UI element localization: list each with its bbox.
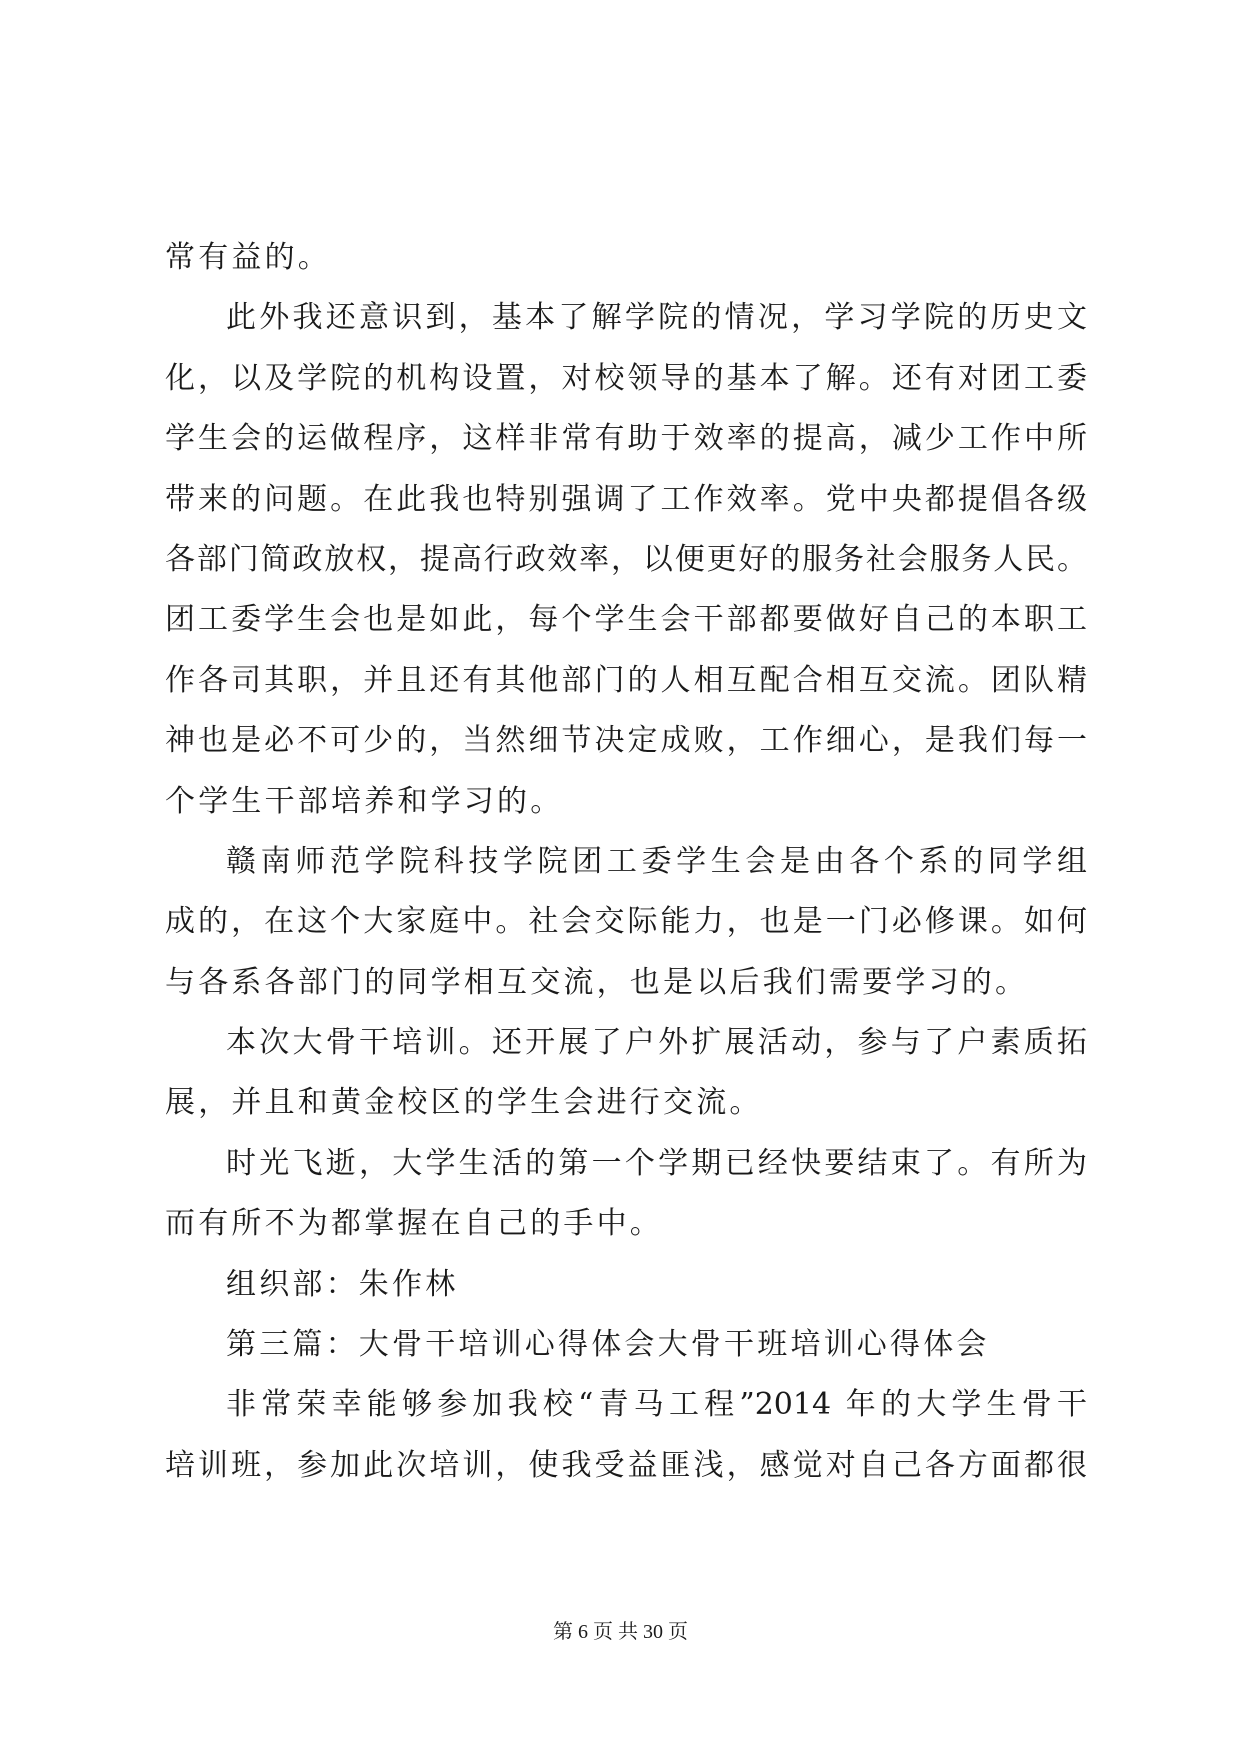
text-line: 展，并且和黄金校区的学生会进行交流。 xyxy=(165,1085,763,1121)
text-line: 作各司其职，并且还有其他部门的人相互配合相互交流。团队精 xyxy=(165,662,1087,698)
text-line: 常有益的。 xyxy=(165,240,331,275)
text-line: 学生会的运做程序，这样非常有助于效率的提高，减少工作中所 xyxy=(165,421,1087,457)
section-heading: 第三篇：大骨干培训心得体会大骨干班培训心得体会 xyxy=(226,1327,990,1363)
text-line: 培训班，参加此次培训，使我受益匪浅，感觉对自己各方面都很 xyxy=(165,1447,1087,1483)
text-line: 与各系各部门的同学相互交流，也是以后我们需要学习的。 xyxy=(165,964,1029,1000)
text-line: 非常荣幸能够参加我校“青马工程”2014 年的大学生骨干 xyxy=(226,1387,1087,1423)
text-line: 团工委学生会也是如此，每个学生会干部都要做好自己的本职工 xyxy=(165,602,1087,638)
author-line: 组织部：朱作林 xyxy=(226,1266,459,1302)
document-body xyxy=(165,228,1087,1496)
text-line: 个学生干部培养和学习的。 xyxy=(165,783,564,819)
text-line: 时光飞逝，大学生活的第一个学期已经快要结束了。有所为 xyxy=(226,1145,1087,1181)
page-number: 第 6 页 共 30 页 xyxy=(553,1621,688,1643)
text-line: 化，以及学院的机构设置，对校领导的基本了解。还有对团工委 xyxy=(165,360,1087,396)
text-line: 本次大骨干培训。还开展了户外扩展活动，参与了户素质拓 xyxy=(226,1025,1087,1061)
text-line: 赣南师范学院科技学院团工委学生会是由各个系的同学组 xyxy=(226,843,1087,879)
text-line: 此外我还意识到，基本了解学院的情况，学习学院的历史文 xyxy=(226,300,1087,336)
text-line: 而有所不为都掌握在自己的手中。 xyxy=(165,1206,663,1242)
text-line: 各部门简政放权，提高行政效率，以便更好的服务社会服务人民。 xyxy=(165,541,1087,577)
page-footer xyxy=(0,1620,1241,1644)
text-line: 带来的问题。在此我也特别强调了工作效率。党中央都提倡各级 xyxy=(165,481,1087,517)
text-line: 成的，在这个大家庭中。社会交际能力，也是一门必修课。如何 xyxy=(165,904,1087,940)
text-line: 神也是必不可少的，当然细节决定成败，工作细心，是我们每一 xyxy=(165,723,1087,759)
